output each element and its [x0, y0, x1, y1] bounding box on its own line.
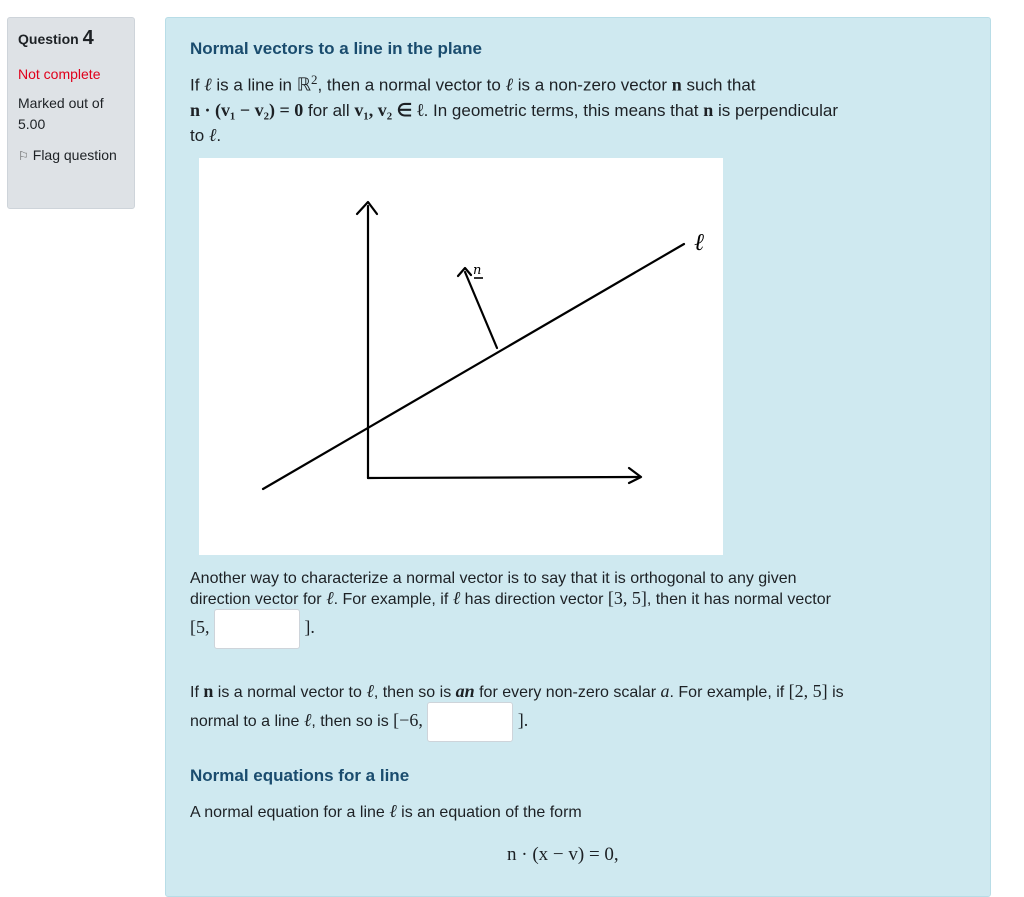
- intro-paragraph: If ℓ is a line in ℝ$^2$, then a normal vector to ℓ is a non-zero vector n such that n · (v₁ − v₂) = 0 for all v₁, v₂ ∈ ℓ. In geometric terms, this means that n is perpendicular to ℓ.: [190, 72, 839, 145]
- figure-label-ell: ℓ: [694, 228, 704, 256]
- x-axis-arrowhead: [629, 468, 641, 483]
- flag-icon: ⚐: [18, 149, 29, 163]
- question-info-panel: [7, 17, 135, 209]
- question-number: Question 4: [18, 27, 94, 49]
- figure-svg: [199, 158, 723, 555]
- normal-equation: n · (x − v) = 0,: [507, 844, 619, 865]
- direction-vector-paragraph: Another way to characterize a normal vector is to say that it is orthogonal to any given direction vector for ℓ. For example, if ℓ has direction vector [3, 5], then it has normal vector [5, ].: [190, 570, 970, 649]
- flag-question-link[interactable]: ⚐ Flag question: [18, 145, 124, 167]
- answer-input-1[interactable]: [214, 609, 300, 649]
- figure-label-n: n: [473, 263, 482, 278]
- question-grade: Marked out of 5.00: [18, 95, 104, 132]
- section-heading-normal-vectors: Normal vectors to a line in the plane: [190, 39, 482, 58]
- section-heading-normal-equations: Normal equations for a line: [190, 766, 410, 785]
- line-normal-figure: [199, 158, 723, 555]
- normal-vector: [465, 272, 497, 348]
- answer-input-2[interactable]: [427, 702, 513, 742]
- x-axis: [368, 477, 639, 478]
- scalar-multiple-paragraph: If n is a normal vector to ℓ, then so is an for every non-zero scalar a. For example, if [2, 5] is normal to a line ℓ, then so is [−6, ].: [190, 681, 980, 742]
- line-ell: [263, 244, 684, 489]
- normal-equation-paragraph: A normal equation for a line ℓ is an equation of the form: [190, 801, 582, 821]
- question-state: Not complete: [18, 66, 101, 82]
